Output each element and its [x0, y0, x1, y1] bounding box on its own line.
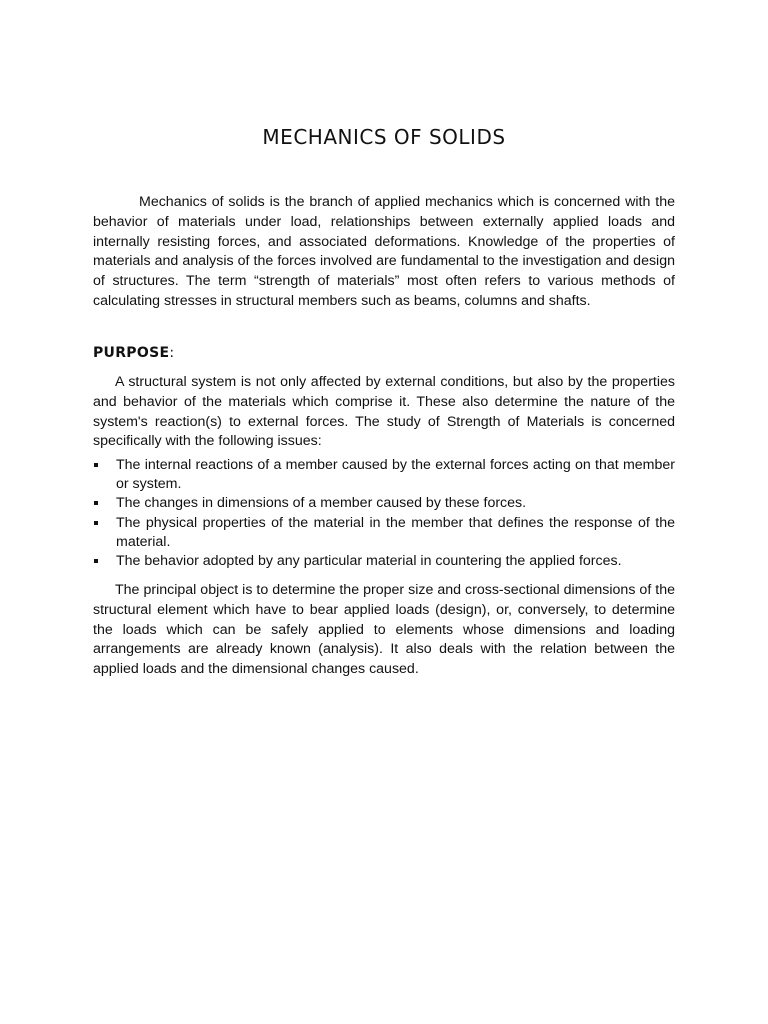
issues-list [93, 456, 675, 571]
list-item-text: The behavior adopted by any particular material in countering the applied forces. [116, 553, 622, 570]
bullet-square-icon [94, 521, 98, 525]
purpose-paragraph: A structural system is not only affected by external conditions, but also by the properties and behavior of the materials which comprise it. These also determine the nature of the system's reaction(s) to external forces. The study of Strength of Materials is concerned specifically with the following issues: [93, 374, 675, 450]
bullet-square-icon [94, 463, 98, 467]
list-item [93, 456, 675, 494]
list-item-text: The internal reactions of a member caused by the external forces acting on that member or system. [116, 457, 675, 493]
purpose-heading [93, 345, 174, 361]
list-item-text: The changes in dimensions of a member caused by these forces. [116, 495, 527, 512]
bullet-square-icon [94, 501, 98, 505]
list-item [93, 552, 675, 571]
list-item [93, 494, 675, 513]
page-title: MECHANICS OF SOLIDS [262, 125, 506, 149]
intro-paragraph: Mechanics of solids is the branch of applied mechanics which is concerned with the behavior of materials under load, relationships between externally applied loads and internally resisting forces, and associated deformations. Knowledge of the properties of materials and analysis of the forces involved are fundamental to the investigation and design of structures. The term “strength of materials” most often refers to various methods of calculating stresses in structural members such as beams, columns and shafts. [93, 194, 675, 309]
list-item-text: The physical properties of the material in the member that defines the response of the material. [116, 514, 675, 550]
closing-paragraph: The principal object is to determine the proper size and cross-sectional dimensions of the structural element which have to bear applied loads (design), or, conversely, to determine the loads which can be safely applied to elements whose dimensions and loading arrangements are already known (analysis). It also deals with the relation between the applied loads and the dimensional changes caused. [93, 582, 675, 678]
list-item [93, 514, 675, 552]
purpose-heading-text: PURPOSE [93, 345, 170, 361]
purpose-heading-colon: : [169, 345, 175, 361]
bullet-square-icon [94, 559, 98, 563]
